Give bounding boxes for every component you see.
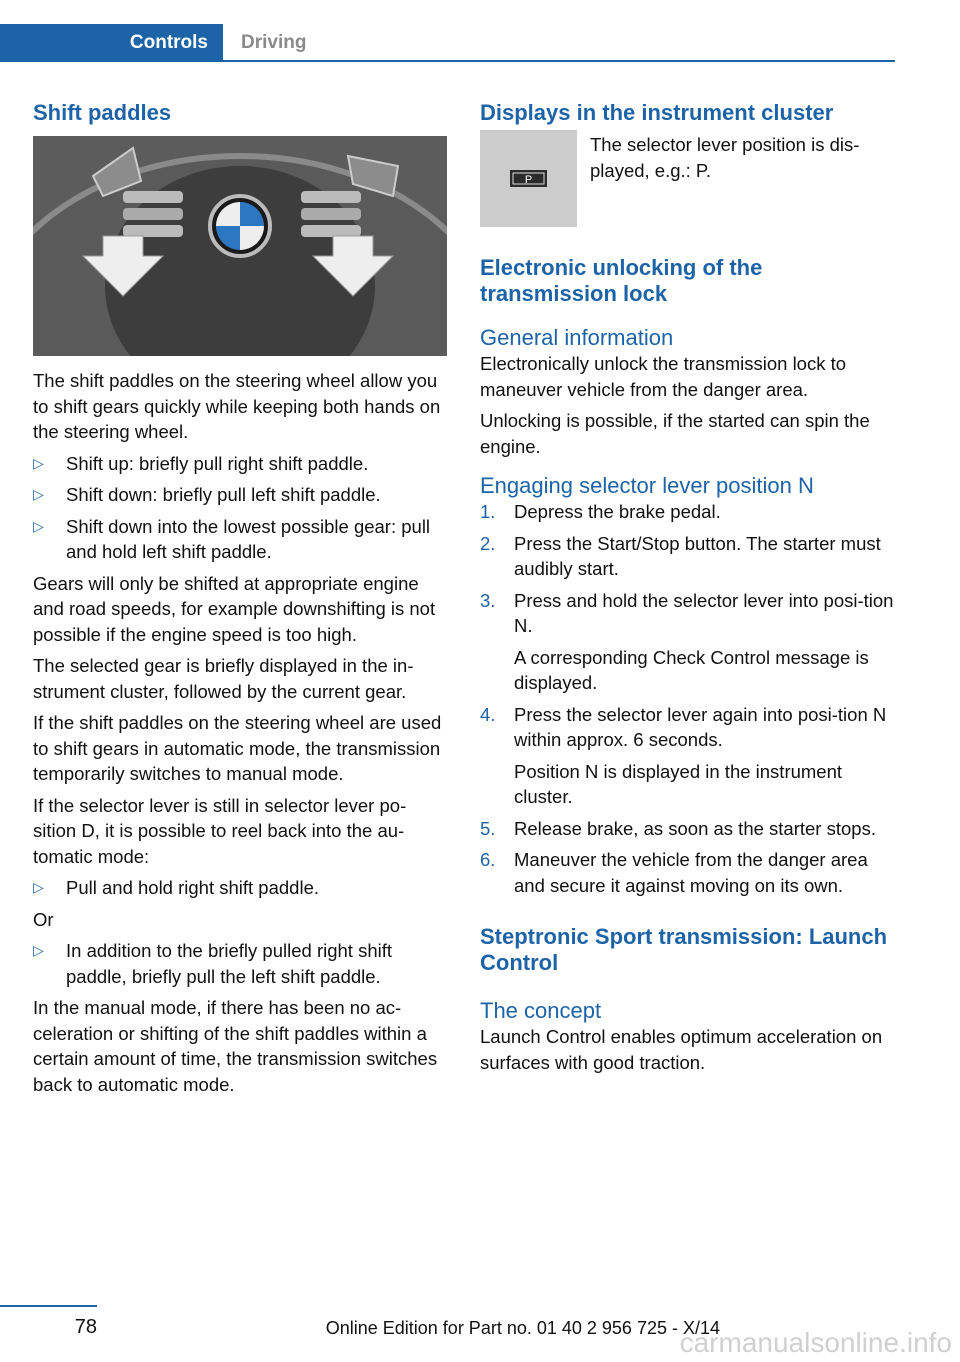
possible-text: Unlocking is possible, if the started can spin the engine. (480, 410, 870, 457)
heading-displays: Displays in the instrument cluster (480, 100, 834, 125)
list-item: ▷ In addition to the briefly pulled right shift paddle, briefly pull the left shift paddle. (33, 940, 392, 987)
automatic-mode-text: If the shift paddles on the steering wheel are used to shift gears in automatic mode, the transmission temporarily switches to manual mode. (33, 712, 442, 784)
list-item: 6. Maneuver the vehicle from the danger area and secure it against moving on its own. (480, 849, 868, 896)
list-item: 5. Release brake, as soon as the starter stops. (480, 817, 876, 839)
list-item: ▷ Shift up: briefly pull right shift paddle. (33, 451, 447, 477)
list-item: 1. Depress the brake pedal. (480, 501, 721, 522)
list-item: ▷ Shift down into the lowest possible gear: pull and hold left shift paddle. (33, 515, 431, 562)
heading-shift-paddles: Shift paddles (33, 100, 172, 125)
addition-bullet (33, 938, 447, 989)
left-column (33, 100, 447, 1103)
list-item: ▷ Pull and hold right shift paddle. (33, 875, 447, 901)
triangle-bullet-icon: ▷ (33, 942, 44, 958)
edition-text: Online Edition for Part no. 01 40 2 956 725 - X/14 (325, 1318, 720, 1338)
heading-launch-control: Steptronic Sport transmission: Launch Control (480, 924, 888, 975)
subheading-general: General information (480, 325, 674, 350)
right-column (480, 100, 894, 1081)
triangle-bullet-icon: ▷ (33, 486, 44, 502)
list-item: 2. Press the Start/Stop button. The starter must audibly start. (480, 532, 881, 579)
steering-wheel-photo (33, 136, 447, 356)
display-row (480, 130, 894, 227)
tab-driving[interactable]: Driving (241, 32, 307, 53)
manual-mode-text: In the manual mode, if there has been no ac-celeration or shifting of the shift paddles within a certain amount of time, the transmission switches back to automatic mode. (33, 997, 438, 1095)
subheading-concept: The concept (480, 998, 602, 1023)
page-number: 78 (74, 1316, 97, 1338)
header-rule (0, 60, 895, 62)
triangle-bullet-icon: ▷ (33, 454, 44, 471)
triangle-bullet-icon: ▷ (33, 517, 44, 534)
display-letter: P (524, 174, 533, 186)
tab-controls[interactable]: Controls (0, 24, 223, 62)
header-tabs (0, 24, 895, 62)
list-item: 4. Press the selector lever again into posi-tion N within approx. 6 seconds. Position N is displayed in the instrument cluster. (480, 703, 887, 807)
heading-unlock: Electronic unlocking of the transmission lock (480, 255, 763, 306)
or-text: Or (33, 908, 54, 930)
concept-text: Launch Control enables optimum acceleration on surfaces with good traction. (480, 1026, 883, 1073)
list-item: 3. Press and hold the selector lever into posi-tion N. A corresponding Check Control message is displayed. (480, 589, 894, 693)
footer-rule (0, 1305, 97, 1307)
gears-text: Gears will only be shifted at appropriate engine and road speeds, for example downshifting is not possible if the engine speed is too high. (33, 572, 436, 645)
pull-bullet (33, 875, 447, 901)
selected-gear-text: The selected gear is briefly displayed in the in-strument cluster, followed by the current gear. (33, 655, 414, 702)
triangle-bullet-icon: ▷ (33, 879, 44, 895)
steps-list (480, 499, 894, 898)
selector-display-image (480, 130, 577, 227)
watermark: carmanualsonline.info (679, 1327, 952, 1358)
display-description: The selector lever position is dis-played, e.g.: P. (590, 134, 860, 181)
unlock-text: Electronically unlock the transmission lock to maneuver vehicle from the danger area. (480, 353, 847, 400)
intro-text: The shift paddles on the steering wheel allow you to shift gears quickly while keeping both hands on the steering wheel. (33, 370, 441, 442)
list-item: ▷ Shift down: briefly pull left shift paddle. (33, 482, 447, 508)
shift-bullets (33, 451, 447, 565)
selector-lever-text: If the selector lever is still in selector lever po-sition D, it is possible to reel back into the au-tomatic mode: (33, 794, 407, 867)
subheading-engaging: Engaging selector lever position N (480, 473, 814, 498)
